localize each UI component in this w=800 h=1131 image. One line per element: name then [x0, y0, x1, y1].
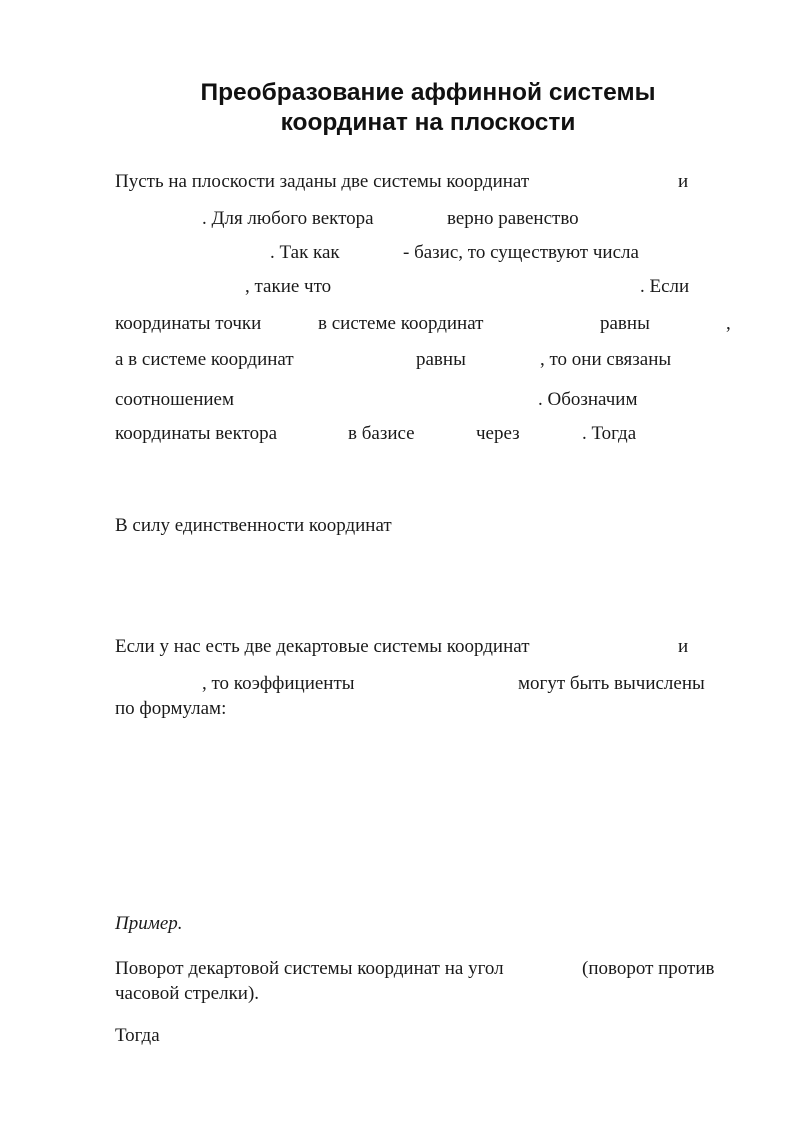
title-line-1: Преобразование аффинной системы	[200, 79, 656, 106]
p1-line8-text-a: координаты вектора	[115, 423, 278, 444]
p1-line1-text-a: Пусть на плоскости заданы две системы координат	[115, 171, 530, 192]
p3-line1-text-a: Если у нас есть две декартовые системы координат	[115, 636, 530, 657]
p3-line1-text-b: и	[678, 636, 689, 657]
p1-line5-text-a: координаты точки	[115, 313, 262, 334]
p1-line8-text-b: в базисе	[348, 423, 415, 444]
p1-line8-text-d: . Тогда	[582, 423, 637, 444]
p1-line4-text-b: . Если	[640, 276, 690, 297]
title-line-2: координат на плоскости	[280, 109, 576, 136]
p1-line2-text-b: верно равенство	[447, 208, 579, 229]
p1-line3-text-b: - базис, то существуют числа	[403, 242, 639, 263]
p1-line5-text-c: равны	[600, 313, 650, 334]
p1-line3-text-a: . Так как	[270, 242, 340, 263]
p3-line2-text-a: , то коэффициенты	[202, 673, 355, 694]
p1-line5-text-d: ,	[726, 313, 731, 334]
p1-line6-text-b: равны	[416, 349, 466, 370]
p1-line6-text-a: а в системе координат	[115, 349, 294, 370]
p1-line8-text-c: через	[476, 423, 520, 444]
p1-line2-text-a: . Для любого вектора	[202, 208, 374, 229]
p1-line5-text-b: в системе координат	[318, 313, 484, 334]
p3-line2-text-b: могут быть вычислены	[518, 673, 705, 694]
p3-line3-text: по формулам:	[115, 698, 227, 719]
example-line1-text-a: Поворот декартовой системы координат на угол	[115, 958, 504, 979]
p1-line6-text-c: , то они связаны	[540, 349, 672, 370]
example-line2-text: часовой стрелки).	[115, 983, 260, 1004]
p1-line1-text-b: и	[678, 171, 689, 192]
p1-line7-text-a: соотношением	[115, 389, 235, 410]
p1-line7-text-b: . Обозначим	[538, 389, 638, 410]
example-line1-text-b: (поворот против	[582, 958, 715, 979]
p2-line1-text: В силу единственности координат	[115, 515, 392, 536]
example-heading: Пример.	[115, 913, 183, 934]
example-line3-text: Тогда	[115, 1025, 160, 1046]
p1-line4-text-a: , такие что	[245, 276, 332, 297]
